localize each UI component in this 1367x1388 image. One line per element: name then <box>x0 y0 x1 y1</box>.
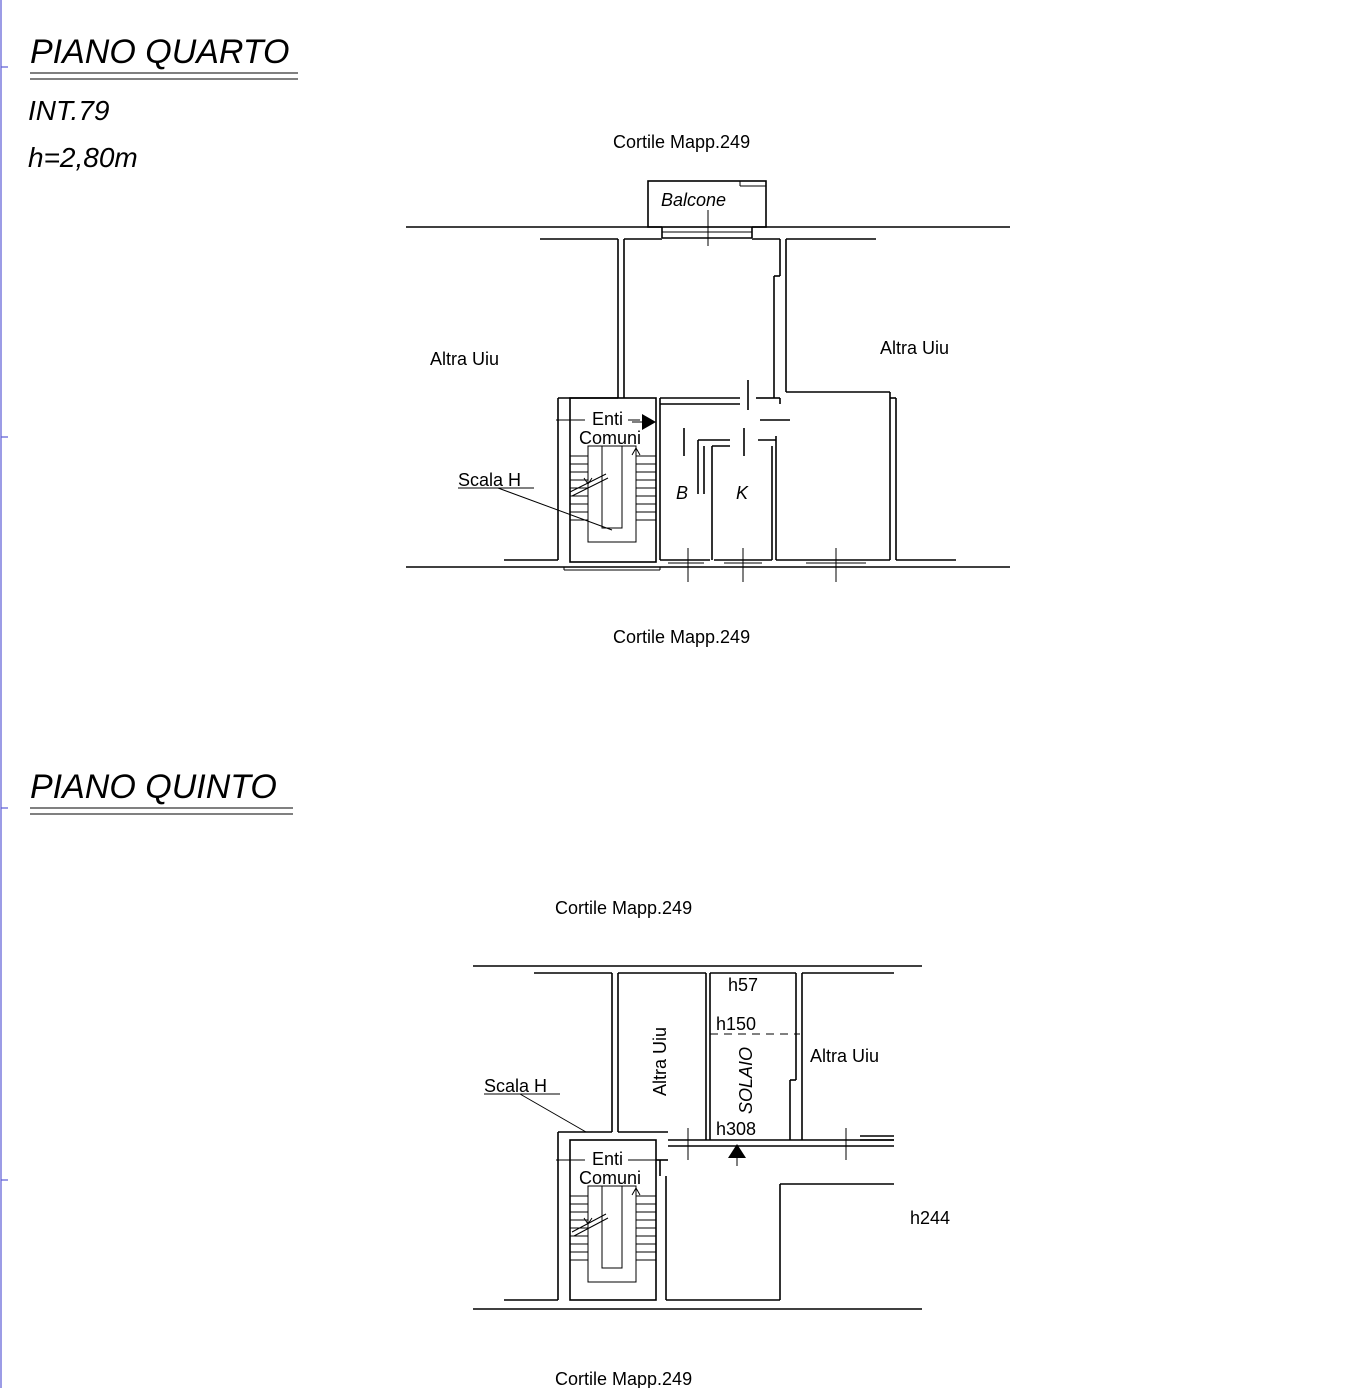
floor5-right-other-unit-label: Altra Uiu <box>810 1046 880 1066</box>
floor5-common-label-1: Enti <box>592 1149 624 1169</box>
floor4-right-other-unit-label: Altra Uiu <box>880 338 950 358</box>
floor5-bottom-courtyard-label: Cortile Mapp.249 <box>555 1369 693 1388</box>
floor4-walls <box>406 181 1010 582</box>
floor4-bottom-courtyard-label: Cortile Mapp.249 <box>613 627 751 647</box>
floor4-stair-label: Scala H <box>458 470 522 490</box>
floor4-common-label-1: Enti <box>592 409 624 429</box>
floor4-bath-label: B <box>676 483 689 503</box>
margin-ticks <box>1 0 8 1388</box>
floor5-walls <box>473 966 922 1309</box>
floor5-height-mid: h150 <box>716 1014 757 1034</box>
floor5-stair-label: Scala H <box>484 1076 548 1096</box>
floor4-unit: INT.79 <box>28 95 110 126</box>
floor4-top-courtyard-label: Cortile Mapp.249 <box>613 132 751 152</box>
floor5-height-top: h57 <box>728 975 759 995</box>
floor5-height-side: h244 <box>910 1208 951 1228</box>
floor5-attic-label: SOLAIO <box>736 1046 756 1114</box>
floor4-height: h=2,80m <box>28 142 138 173</box>
floor5-common-label-2: Comuni <box>579 1168 642 1188</box>
floor5-left-other-unit-label: Altra Uiu <box>650 1026 670 1096</box>
floor5-top-courtyard-label: Cortile Mapp.249 <box>555 898 693 918</box>
floor4-kitchen-label: K <box>736 483 749 503</box>
floor4-title: PIANO QUARTO <box>30 33 290 71</box>
floor4-balcony-label: Balcone <box>661 190 727 210</box>
floor5-title: PIANO QUINTO <box>30 768 277 806</box>
floor4-common-label-2: Comuni <box>579 428 642 448</box>
floor4-left-other-unit-label: Altra Uiu <box>430 349 500 369</box>
floor5-height-bottom: h308 <box>716 1119 757 1139</box>
